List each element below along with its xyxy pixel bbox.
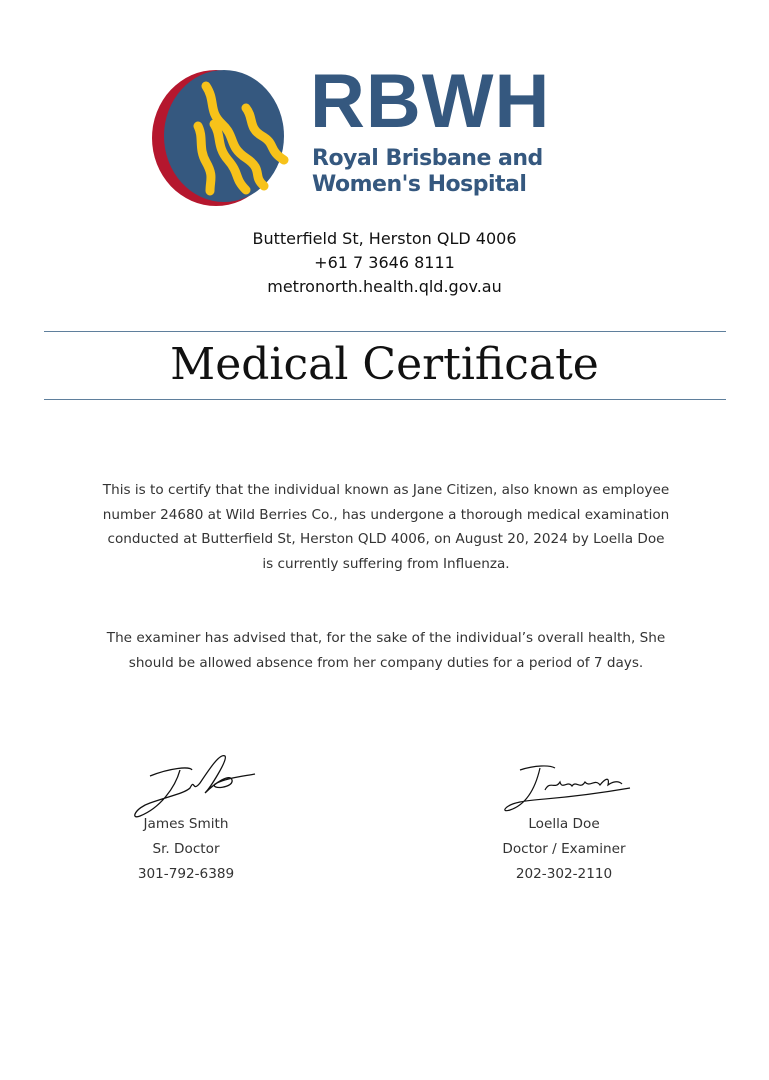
- phone: +61 7 3646 8111: [314, 253, 455, 272]
- signatory-name: Loella Doe: [528, 816, 600, 832]
- top-divider: [44, 331, 726, 332]
- logo-emblem-icon: [148, 66, 298, 208]
- signatory-loella-doe: [444, 812, 684, 887]
- logo-name-line1: Royal Brisbane and: [312, 146, 543, 171]
- logo-full-name: [312, 146, 543, 198]
- hospital-logo: [148, 59, 551, 208]
- address: Butterfield St, Herston QLD 4006: [252, 229, 517, 248]
- contact-info: [0, 227, 769, 299]
- advice-paragraph: The examiner has advised that, for the sake of the individual’s overall health, She should be allowed absence from her company duties for a period of 7 days.: [106, 630, 666, 671]
- bottom-divider: [44, 399, 726, 400]
- signatory-james-smith: [66, 812, 306, 887]
- page-title: Medical Certificate: [170, 339, 599, 390]
- signatory-phone: 202-302-2110: [515, 866, 613, 882]
- logo-acronym: RBWH: [310, 59, 551, 144]
- signatory-phone: 301-792-6389: [137, 866, 235, 882]
- logo-name-line2: Women's Hospital: [312, 172, 527, 197]
- signature-loella-doe-icon: [500, 760, 640, 820]
- website: metronorth.health.qld.gov.au: [267, 277, 502, 296]
- signatory-name: James Smith: [143, 816, 229, 832]
- signatory-role: Sr. Doctor: [152, 841, 220, 857]
- signatory-role: Doctor / Examiner: [502, 841, 626, 857]
- certification-paragraph: This is to certify that the individual known as Jane Citizen, also known as employee number 24680 at Wild Berries Co., has undergone a thorough medical examination conducted at Butterfield St, Herston QLD 4006, on August 20, 2024 by Loella Doe is currently suffering from Influenza.: [102, 482, 670, 572]
